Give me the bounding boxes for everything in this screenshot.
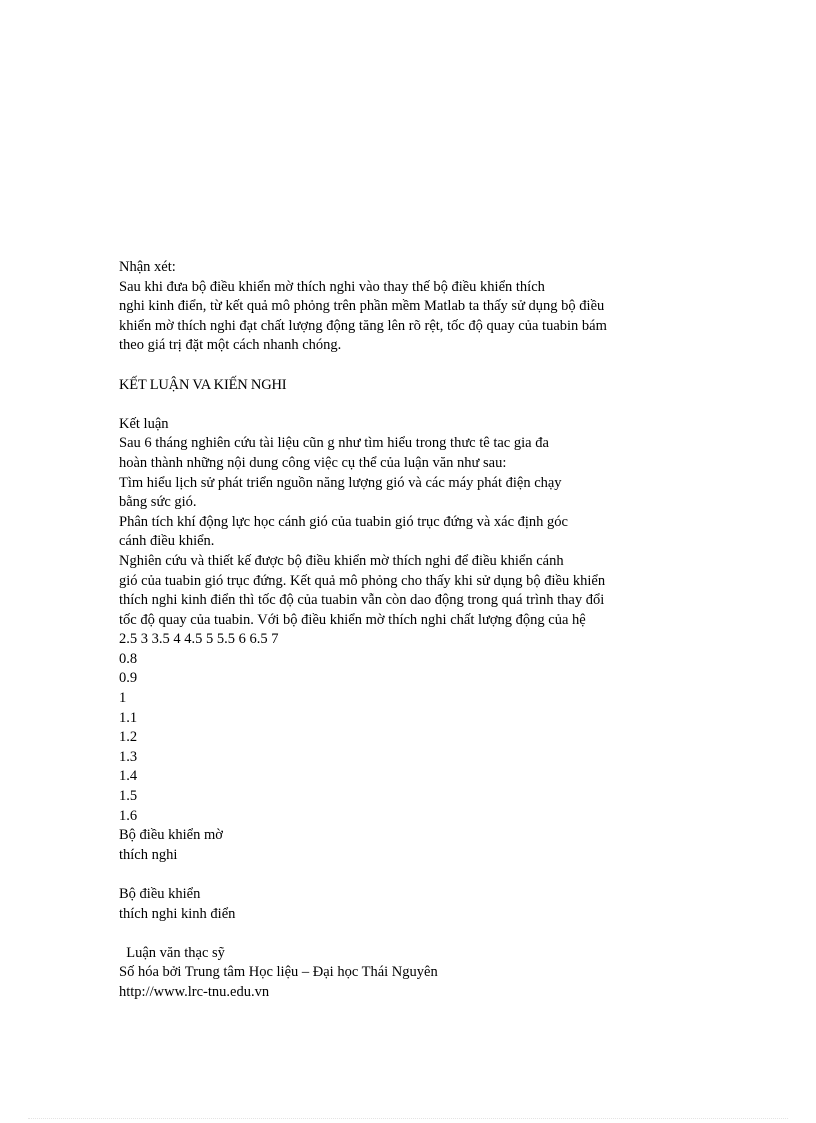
chart-y-tick: 0.9	[119, 670, 138, 687]
remark-line: khiển mờ thích nghi đạt chất lượng động tăng lên rõ rệt, tốc độ quay của tuabin bám	[119, 317, 607, 334]
section-heading: KẾT LUẬN VA KIẾN NGHI	[119, 376, 287, 393]
conclusion-line: Phân tích khí động lực học cánh gió của tuabin gió trục đứng và xác định góc	[119, 513, 568, 530]
page-bottom-divider	[28, 1118, 788, 1119]
conclusion-title: Kết luận	[119, 415, 169, 432]
conclusion-line: tốc độ quay của tuabin. Với bộ điều khiển mờ thích nghi chất lượng động của hệ	[119, 611, 586, 628]
chart-y-tick: 1.4	[119, 768, 138, 785]
conclusion-line: Tìm hiểu lịch sử phát triển nguồn năng lượng gió và các máy phát điện chạy	[119, 474, 562, 491]
spacer	[119, 395, 679, 415]
footer-thesis: Luận văn thạc sỹ	[119, 944, 225, 961]
footer-url-link[interactable]: http://www.lrc-tnu.edu.vn	[119, 983, 270, 1000]
conclusion-line: Sau 6 tháng nghiên cứu tài liệu cũn g như tìm hiểu trong thưc tê tac gia đa	[119, 435, 549, 452]
chart-y-tick: 1.1	[119, 709, 138, 726]
conclusion-line: Nghiên cứu và thiết kế được bộ điều khiển mờ thích nghi để điều khiển cánh	[119, 552, 564, 569]
conclusion-line: cánh điều khiển.	[119, 533, 215, 550]
spacer	[119, 924, 679, 944]
chart-y-tick: 1	[119, 690, 127, 707]
document-body	[119, 258, 679, 1003]
remark-line: Sau khi đưa bộ điều khiển mờ thích nghi vào thay thế bộ điều khiển thích	[119, 278, 545, 295]
chart-y-tick: 1.2	[119, 729, 138, 746]
chart-y-tick: 1.6	[119, 807, 138, 824]
footer-digitized-by: Số hóa bởi Trung tâm Học liệu – Đại học Thái Nguyên	[119, 964, 438, 981]
legend-fuzzy-line: thích nghi	[119, 846, 178, 863]
legend-fuzzy-line: Bộ điều khiển mờ	[119, 827, 223, 844]
remark-line: nghi kinh điển, từ kết quả mô phỏng trên phần mềm Matlab ta thấy sử dụng bộ điều	[119, 298, 605, 315]
conclusion-line: bằng sức gió.	[119, 494, 197, 511]
chart-y-tick: 1.3	[119, 748, 138, 765]
conclusion-line: thích nghi kinh điển thì tốc độ của tuabin vẫn còn dao động trong quá trình thay đổi	[119, 592, 605, 609]
conclusion-line: gió của tuabin gió trục đứng. Kết quả mô phỏng cho thấy khi sử dụng bộ điều khiển	[119, 572, 606, 589]
spacer	[119, 356, 679, 376]
legend-classic-line: thích nghi kinh điển	[119, 905, 236, 922]
chart-y-tick: 1.5	[119, 788, 138, 805]
spacer	[119, 865, 679, 885]
chart-y-tick: 0.8	[119, 650, 138, 667]
legend-classic-line: Bộ điều khiển	[119, 886, 201, 902]
remark-title: Nhận xét:	[119, 259, 176, 275]
chart-x-ticks: 2.5 3 3.5 4 4.5 5 5.5 6 6.5 7	[119, 631, 279, 648]
conclusion-line: hoàn thành những nội dung công việc cụ thể của luận văn như sau:	[119, 454, 507, 471]
remark-line: theo giá trị đặt một cách nhanh chóng.	[119, 337, 342, 354]
